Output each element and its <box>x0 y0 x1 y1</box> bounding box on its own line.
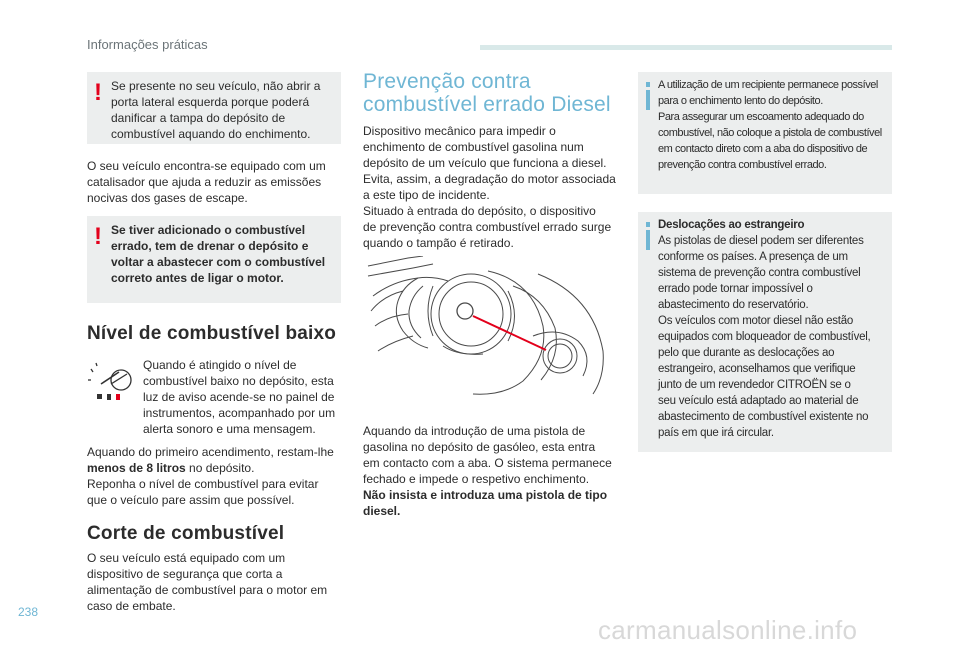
text-line: O seu veículo está equipado com um <box>87 551 286 565</box>
info-box-text <box>658 77 888 173</box>
text-line: a este tipo de incidente. <box>363 188 490 202</box>
text-line: equipados com bloqueador de combustível, <box>658 331 871 343</box>
text-line: Dispositivo mecânico para impedir o <box>363 124 556 138</box>
text-line: Os veículos com motor diesel não estão <box>658 315 854 327</box>
text-line-rest: no depósito. <box>185 461 255 475</box>
warning-exclamation-icon: ! <box>94 223 102 250</box>
low-fuel-paragraph <box>87 444 347 508</box>
fuel-cut-paragraph <box>87 550 347 614</box>
info-box-title: Deslocações ao estrangeiro <box>658 219 805 231</box>
text-line: abastecimento do reservatório. <box>658 299 809 311</box>
low-fuel-title: Nível de combustível baixo <box>87 323 337 344</box>
text-line: Reponha o nível de combustível para evitar <box>87 477 319 491</box>
text-line: combustível aquando do enchimento. <box>111 127 311 141</box>
info-box-text <box>658 217 888 441</box>
text-line: errado pode tornar impossível o <box>658 283 813 295</box>
text-line: em contacto direto com a aba do dispositivo de <box>658 143 868 155</box>
text-line: A utilização de um recipiente permanece possível <box>658 79 878 91</box>
fuel-cut-title: Corte de combustível <box>87 523 285 544</box>
text-line: Quando é atingido o nível de <box>143 358 297 372</box>
text-line: Situado à entrada do depósito, o dispositivo <box>363 204 596 218</box>
text-line: pelo que durante as deslocações ao <box>658 347 835 359</box>
warning-box-side-door <box>87 72 341 144</box>
text-line: fechado e impede o respetivo enchimento. <box>363 472 590 486</box>
text-line: luz de aviso acende-se no painel de <box>143 390 335 404</box>
text-line: Evita, assim, a degradação do motor associada <box>363 172 616 186</box>
section-title: Informações práticas <box>87 37 208 52</box>
text-line <box>87 460 347 476</box>
text-line: junto de um revendedor CITROËN se o <box>658 379 851 391</box>
text-line: O seu veículo encontra-se equipado com um <box>87 159 326 173</box>
text-line: conforme os países. A presença de um <box>658 251 848 263</box>
text-line: danificar a tampa do depósito de <box>111 111 286 125</box>
misfuel-intro-paragraph <box>363 123 619 251</box>
text-line: errado, tem de drenar o depósito e <box>111 239 309 253</box>
text-line: gasolina no depósito de gasóleo, esta entra <box>363 440 596 454</box>
fuel-liters-bold: menos de 8 litros <box>87 461 186 475</box>
text-line: depósito de um veículo que funciona a diesel. <box>363 156 607 170</box>
info-icon <box>646 82 651 110</box>
text-line: As pistolas de diesel podem ser diferentes <box>658 235 864 247</box>
text-line: Aquando da introdução de uma pistola de <box>363 424 586 438</box>
text-line: Se tiver adicionado o combustível <box>111 223 306 237</box>
text-line: estrangeiro, aconselhamos que verifique <box>658 363 856 375</box>
text-line: dispositivo de segurança que corta a <box>87 567 283 581</box>
warning-exclamation-icon: ! <box>94 79 102 106</box>
text-line: Se presente no seu veículo, não abrir a <box>111 79 321 93</box>
text-line: combustível, não coloque a pistola de combustível <box>658 127 882 139</box>
text-line: abastecimento de combustível existente no <box>658 411 869 423</box>
text-line: voltar a abastecer com o combustível <box>111 255 326 269</box>
text-line: catalisador que ajuda a reduzir as emissões <box>87 175 322 189</box>
text-line: caso de embate. <box>87 599 176 613</box>
text-line: correto antes de ligar o motor. <box>111 271 284 285</box>
title-line: Prevenção contra <box>363 70 531 93</box>
low-fuel-description <box>143 357 343 437</box>
text-line: Não insista e introduza uma pistola de tipo <box>363 488 608 502</box>
text-line: prevenção contra combustível errado. <box>658 159 827 171</box>
text-line: alerta sonoro e uma mensagem. <box>143 422 316 436</box>
text-line: de prevenção contra combustível errado surge <box>363 220 612 234</box>
watermark: carmanualsonline.info <box>598 615 858 645</box>
text-line: diesel. <box>363 504 401 518</box>
text-line: alimentação de combustível para o motor em <box>87 583 328 597</box>
text-line: instrumentos, acompanhado por um <box>143 406 336 420</box>
misfuel-after-figure-paragraph <box>363 423 619 519</box>
text-line: Aquando do primeiro acendimento, restam-lhe <box>87 445 334 459</box>
fuel-gauge-icon <box>87 358 135 406</box>
text-line: para o enchimento lento do depósito. <box>658 95 823 107</box>
text-line: que o veículo pare assim que possível. <box>87 493 295 507</box>
info-icon <box>646 222 651 250</box>
text-line: combustível baixo no depósito, esta <box>143 374 334 388</box>
info-box-travel-abroad <box>638 212 892 452</box>
text-line: Para assegurar um escoamento adequado do <box>658 111 864 123</box>
text-line: nocivas dos gases de escape. <box>87 191 248 205</box>
warning-box-text <box>111 222 333 286</box>
title-line: combustível errado Diesel <box>363 93 611 116</box>
text-line: quando o tampão é retirado. <box>363 236 514 250</box>
text-line: seu veículo está adaptado ao material de <box>658 395 859 407</box>
text-line: enchimento de combustível gasolina num <box>363 140 584 154</box>
text-line: país em que irá circular. <box>658 427 774 439</box>
info-box-container-filling <box>638 72 892 194</box>
fuel-filler-neck-illustration <box>363 256 608 396</box>
misfuel-prevention-title <box>363 70 611 116</box>
catalyst-paragraph <box>87 158 341 206</box>
warning-box-text <box>111 78 333 142</box>
text-line: em contacto com a aba. O sistema permanece <box>363 456 612 470</box>
text-line: porta lateral esquerda porque poderá <box>111 95 310 109</box>
page-number: 238 <box>18 605 39 619</box>
text-line: sistema de prevenção contra combustível <box>658 267 861 279</box>
warning-box-wrong-fuel <box>87 216 341 303</box>
header-accent-bar <box>480 45 892 50</box>
